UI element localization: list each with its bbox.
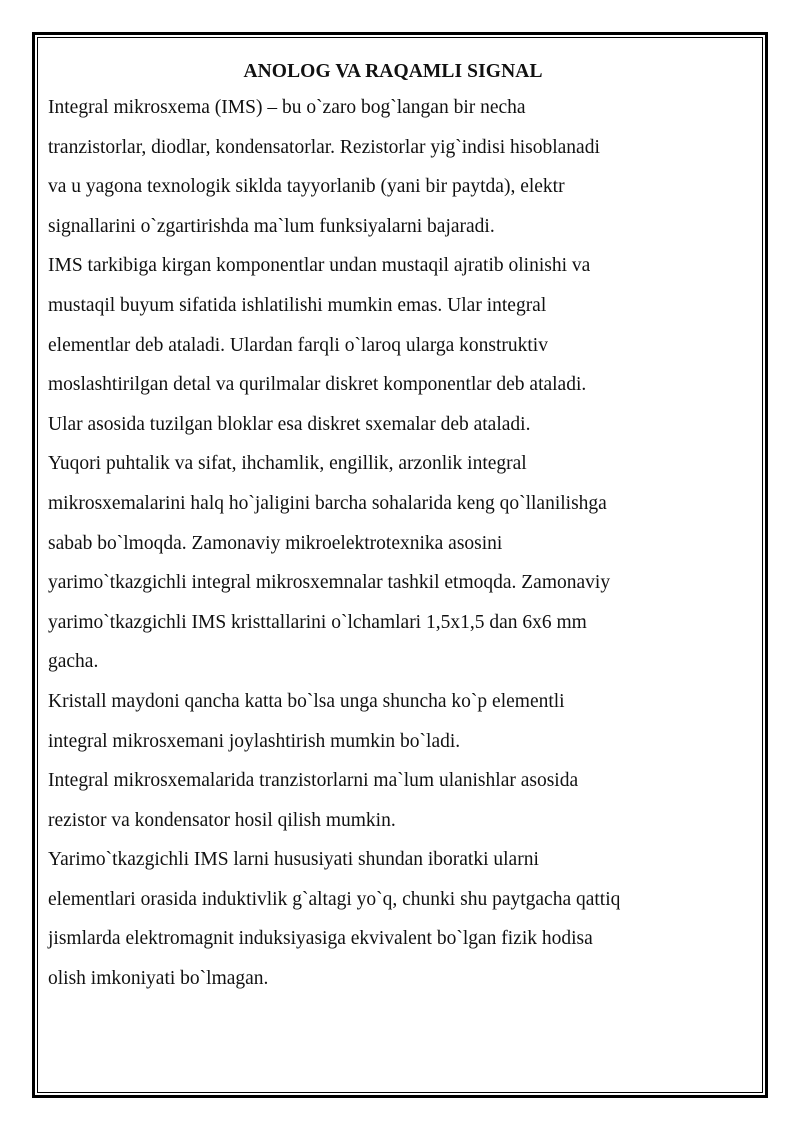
text-line: signallarini o`zgartirishda ma`lum funksiyalarni bajaradi. [48,215,495,237]
document-body [48,56,738,999]
text-line: IMS tarkibiga kirgan komponentlar undan mustaqil ajratib olinishi va [48,255,591,277]
text-line: yarimo`tkazgichli integral mikrosxemnalar tashkil etmoqda. Zamonaviy [48,572,611,594]
document-title: ANOLOG VA RAQAMLI SIGNAL [243,61,543,82]
text-line: elementlari orasida induktivlik g`altagi yo`q, chunki shu paytgacha qattiq [48,888,621,910]
text-line: olish imkoniyati bo`lmagan. [48,968,269,990]
text-line: Integral mikrosxema (IMS) – bu o`zaro bog`langan bir necha [48,97,526,118]
text-line: Integral mikrosxemalarida tranzistorlarni ma`lum ulanishlar asosida [48,770,579,792]
text-line: moslashtirilgan detal va qurilmalar diskret komponentlar deb ataladi. [48,374,587,396]
text-line: jismlarda elektromagnit induksiyasiga ekvivalent bo`lgan fizik hodisa [48,928,593,950]
text-line: elementlar deb ataladi. Ulardan farqli o`laroq ularga konstruktiv [48,334,548,356]
text-line: tranzistorlar, diodlar, kondensatorlar. Rezistorlar yig`indisi hisoblanadi [48,136,600,158]
text-line: Ular asosida tuzilgan bloklar esa diskret sxemalar deb ataladi. [48,413,531,435]
text-line: Yuqori puhtalik va sifat, ihchamlik, engillik, arzonlik integral [48,453,527,475]
text-line: yarimo`tkazgichli IMS kristtallarini o`lchamlari 1,5x1,5 dan 6x6 mm [48,611,587,633]
text-line: Yarimo`tkazgichli IMS larni hususiyati shundan iboratki ularni [48,849,539,871]
text-line: rezistor va kondensator hosil qilish mumkin. [48,809,396,831]
text-line: Kristall maydoni qancha katta bo`lsa unga shuncha ko`p elementli [48,690,565,712]
text-line: mikrosxemalarini halq ho`jaligini barcha sohalarida keng qo`llanilishga [48,492,607,514]
text-line: mustaqil buyum sifatida ishlatilishi mumkin emas. Ular integral [48,294,547,316]
text-line: gacha. [48,651,99,673]
text-line: sabab bo`lmoqda. Zamonaviy mikroelektrotexnika asosini [48,532,503,554]
text-line: va u yagona texnologik siklda tayyorlanib (yani bir paytda), elektr [48,176,565,198]
document-text [48,88,738,999]
text-line: integral mikrosxemani joylashtirish mumkin bo`ladi. [48,730,461,752]
